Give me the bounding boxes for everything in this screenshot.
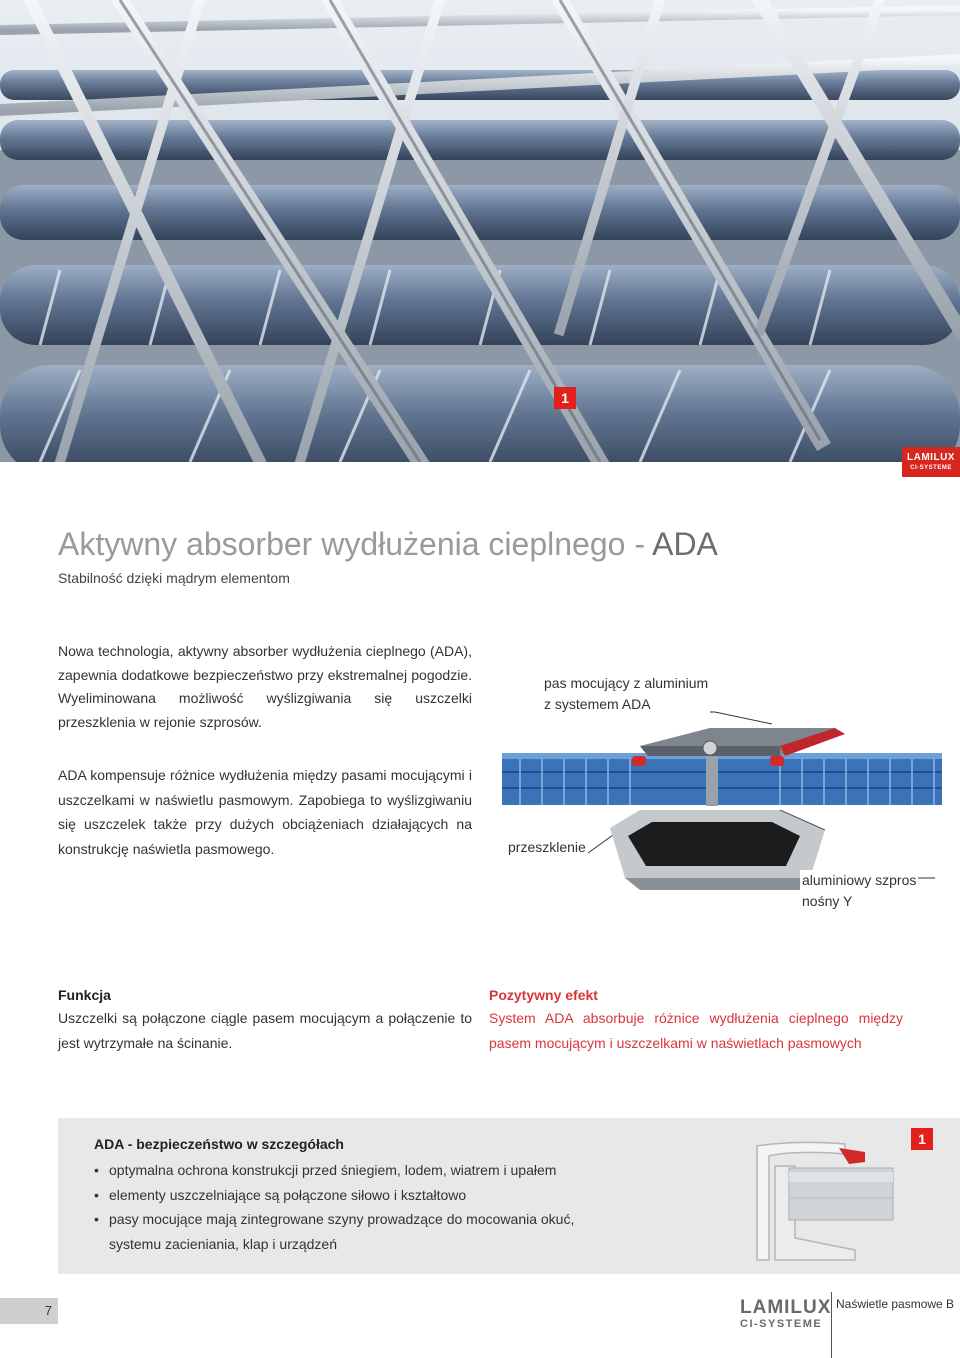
list-item: • pasy mocujące mają zintegrowane szyny prowadzące do mocowania okuć, systemu zacieniania, klap i urządzeń <box>94 1207 614 1256</box>
footer-divider <box>831 1292 832 1358</box>
effect-heading: Pozytywny efekt <box>489 987 598 1003</box>
label-clamping-strip-line2: z systemem ADA <box>544 696 651 712</box>
function-text: Uszczelki są połączone ciągle pasem mocującym a połączenie to jest wytrzymałe na ścinanie. <box>58 1010 472 1051</box>
page-title <box>58 526 718 563</box>
panel-detail-illustration <box>755 1138 895 1262</box>
panel-bullet-list <box>94 1158 614 1256</box>
effect-text: System ADA absorbuje różnice wydłużenia cieplnego między pasem mocującym i uszczelkami w naświetlach pasmowych <box>489 1010 903 1051</box>
hero-illustration <box>0 0 960 462</box>
label-glazing: przeszklenie <box>506 837 588 858</box>
hero-number-badge: 1 <box>554 387 576 409</box>
panel-title: ADA - bezpieczeństwo w szczegółach <box>94 1136 344 1152</box>
glazing-panel <box>502 753 942 805</box>
panel-number-badge: 1 <box>911 1128 933 1150</box>
lamilux-brand-tag <box>902 447 960 477</box>
intro-paragraph: Nowa technologia, aktywny absorber wydłużenia cieplnego (ADA), zapewnia dodatkowe bezpieczeństwo przy ekstremalnej pogodzie. Wyeliminowana możliwość wyślizgiwania się uszczelki przeszklenia w rejonie szprosów. <box>58 643 472 730</box>
list-item: • elementy uszczelniające są połączone siłowo i kształtowo <box>94 1183 614 1208</box>
brand-tag-name: LAMILUX <box>907 452 955 463</box>
page-title-accent: ADA <box>652 526 718 562</box>
page-title-main: Aktywny absorber wydłużenia cieplnego - <box>58 526 653 562</box>
logo-name: LAMILUX <box>740 1297 832 1318</box>
page-subtitle: Stabilność dzięki mądrym elementom <box>58 570 290 586</box>
function-heading: Funkcja <box>58 987 111 1003</box>
body-paragraph: ADA kompensuje różnice wydłużenia między pasami mocującymi i uszczelkami w naświetlu pasmowym. Zapobiega to wyślizgiwaniu się uszczelek także przy dużych obciążeniach działających na konstrukcję naświetla pasmowego. <box>58 767 472 857</box>
lamilux-logo <box>740 1298 831 1330</box>
logo-subname: CI-SYSTEME <box>740 1318 823 1330</box>
label-glazing-bar <box>800 870 918 912</box>
page-number: 7 <box>0 1298 58 1324</box>
label-glazing-bar-line2: nośny Y <box>802 893 853 909</box>
label-clamping-strip <box>542 673 710 715</box>
label-clamping-strip-line1: pas mocujący z aluminium <box>544 675 709 691</box>
brand-tag-subname: CI-SYSTEME <box>910 465 952 471</box>
clamping-strip <box>640 728 845 756</box>
seal-right <box>770 756 784 766</box>
label-glazing-bar-line1: aluminiowy szpros <box>802 872 917 888</box>
hero-photo <box>0 0 960 462</box>
seal-left <box>632 756 646 766</box>
footer-caption: Naświetle pasmowe B <box>836 1297 955 1311</box>
list-item: • optymalna ochrona konstrukcji przed śniegiem, lodem, wiatrem i upałem <box>94 1158 614 1183</box>
